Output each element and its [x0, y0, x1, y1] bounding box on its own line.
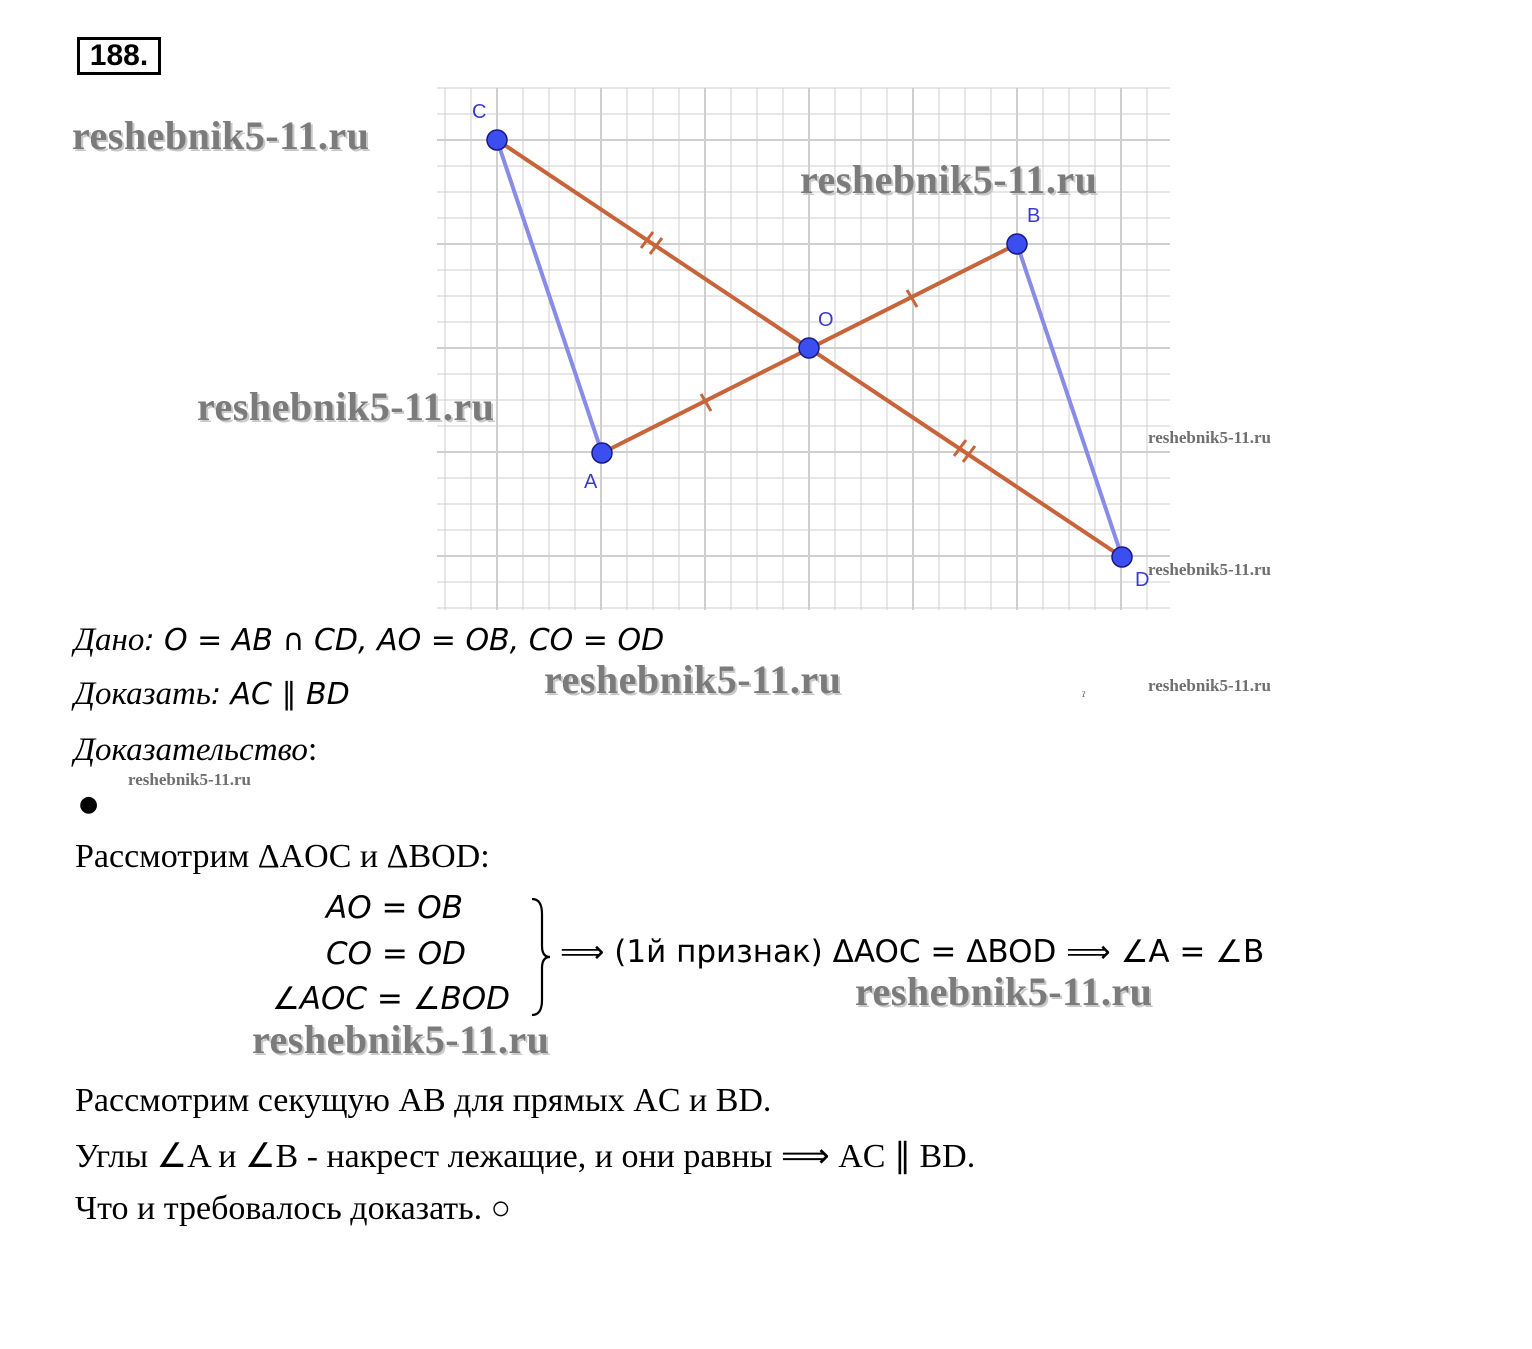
prove-line: [74, 676, 350, 713]
qed-line: Что и требовалось доказать. ○: [75, 1190, 512, 1227]
given-line: [74, 622, 664, 659]
watermark: reshebnik5-11.ru: [128, 770, 251, 789]
geometry-figure: [0, 0, 1532, 640]
watermark: reshebnik5-11.ru: [800, 157, 1098, 202]
problem-number: 188.: [77, 37, 161, 75]
point-d: [1112, 547, 1132, 567]
watermark: reshebnik5-11.ru: [1148, 560, 1271, 579]
watermark: reshebnik5-11.ru: [252, 1017, 550, 1062]
label-d: D: [1135, 569, 1150, 591]
label-b: B: [1027, 205, 1041, 227]
watermark: reshebnik5-11.ru: [197, 384, 495, 429]
given-math: : O = AB ∩ CD, AO = OB, CO = OD: [144, 623, 665, 658]
point-c: [487, 130, 507, 150]
implication: ⟹ (1й признак) ΔAOC = ΔBOD ⟹ ∠A = ∠B: [560, 934, 1265, 970]
point-a: [592, 443, 612, 463]
point-o: [799, 338, 819, 358]
label-a: A: [584, 471, 598, 493]
prove-label: Доказать: [74, 676, 211, 712]
proof-label: Доказательство: [74, 732, 308, 768]
system-eq-3: ∠AOC = ∠BOD: [272, 981, 511, 1017]
prove-math: : AC ∥ BD: [210, 677, 350, 712]
watermark: reshebnik5-11.ru: [72, 113, 370, 158]
system-eq-1: AO = OB: [326, 890, 463, 926]
consider-triangles: Рассмотрим ΔAOC и ΔBOD:: [75, 838, 490, 875]
proof-line: [74, 731, 317, 769]
bullet: ●: [79, 792, 99, 817]
point-b: [1007, 234, 1027, 254]
watermark: reshebnik5-11.ru: [855, 969, 1153, 1014]
proof-colon: :: [307, 731, 318, 768]
given-label: Дано: [74, 622, 145, 658]
watermark: reshebnik5-11.ru: [1148, 676, 1271, 695]
angles-line: Углы ∠A и ∠B - накрест лежащие, и они равны ⟹ AC ∥ BD.: [75, 1138, 976, 1175]
label-c: C: [472, 101, 487, 123]
label-o: O: [818, 309, 834, 331]
system-eq-2: CO = OD: [326, 936, 466, 972]
brace: [528, 896, 554, 1018]
stray-mark: ˀ: [1082, 690, 1086, 706]
transversal-line: Рассмотрим секущую AB для прямых AC и BD.: [75, 1082, 772, 1119]
watermark: reshebnik5-11.ru: [1148, 428, 1271, 447]
watermark: reshebnik5-11.ru: [544, 657, 842, 702]
